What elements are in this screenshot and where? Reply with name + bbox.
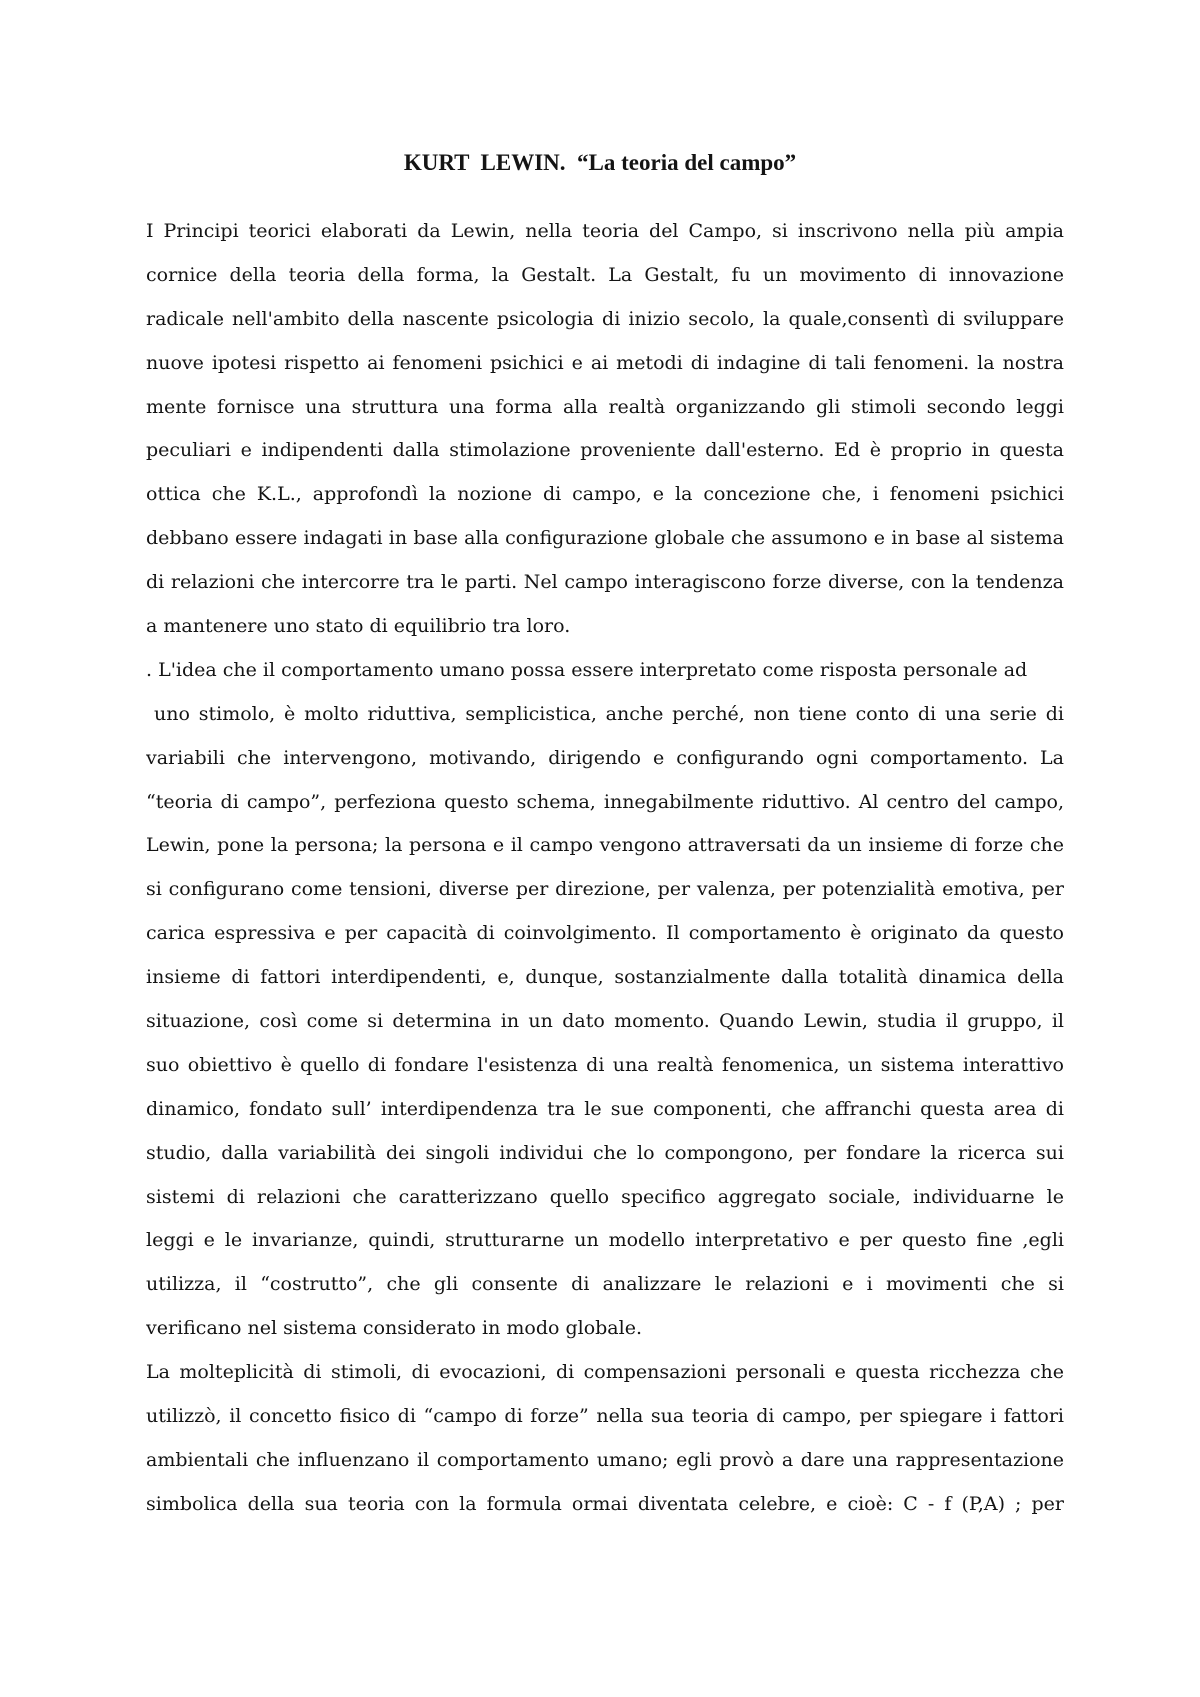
- text-line: variabili che intervengono, motivando, dirigendo e configurando ogni comportamento. La: [146, 746, 1064, 769]
- text-line: . L'idea che il comportamento umano possa essere interpretato come risposta personale ad: [146, 658, 1028, 681]
- text-line: insieme di fattori interdipendenti, e, dunque, sostanzialmente dalla totalità dinamica della: [146, 966, 1064, 989]
- text-line: nuove ipotesi rispetto ai fenomeni psichici e ai metodi di indagine di tali fenomeni. la nostra: [146, 351, 1064, 374]
- text-line: simbolica della sua teoria con la formula ormai diventata celebre, e cioè: C - f (P,A) ; per: [146, 1492, 1064, 1515]
- text-line: cornice della teoria della forma, la Gestalt. La Gestalt, fu un movimento di innovazione: [146, 263, 1064, 286]
- text-line: mente fornisce una struttura una forma alla realtà organizzando gli stimoli secondo leggi: [146, 395, 1064, 418]
- text-line: ambientali che influenzano il comportamento umano; egli provò a dare una rappresentazione: [146, 1448, 1064, 1471]
- text-line: sistemi di relazioni che caratterizzano quello specifico aggregato sociale, individuarne le: [146, 1185, 1064, 1208]
- document-body: [146, 216, 1064, 1533]
- text-line: La molteplicità di stimoli, di evocazioni, di compensazioni personali e questa ricchezza che: [146, 1361, 1064, 1384]
- text-line: I Principi teorici elaborati da Lewin, nella teoria del Campo, si inscrivono nella più ampia: [146, 220, 1064, 242]
- text-line: Lewin, pone la persona; la persona e il campo vengono attraversati da un insieme di forze che: [146, 834, 1064, 857]
- text-line: di relazioni che intercorre tra le parti. Nel campo interagiscono forze diverse, con la tendenza: [146, 571, 1064, 594]
- text-line: studio, dalla variabilità dei singoli individui che lo compongono, per fondare la ricerca sui: [146, 1141, 1064, 1164]
- text-line: peculiari e indipendenti dalla stimolazione proveniente dall'esterno. Ed è proprio in questa: [146, 439, 1064, 462]
- text-line: “teoria di campo”, perfeziona questo schema, innegabilmente riduttivo. Al centro del campo,: [146, 790, 1064, 813]
- document-title: KURT LEWIN. “La teoria del campo”: [403, 150, 797, 175]
- text-line: situazione, così come si determina in un dato momento. Quando Lewin, studia il gruppo, il: [146, 1010, 1064, 1033]
- text-line: si configurano come tensioni, diverse per direzione, per valenza, per potenzialità emotiva, per: [146, 878, 1064, 901]
- text-line: ottica che K.L., approfondì la nozione di campo, e la concezione che, i fenomeni psichici: [146, 483, 1064, 506]
- text-line: suo obiettivo è quello di fondare l'esistenza di una realtà fenomenica, un sistema interattivo: [146, 1053, 1064, 1076]
- text-line: debbano essere indagati in base alla configurazione globale che assumono e in base al sistema: [146, 527, 1064, 550]
- text-line: radicale nell'ambito della nascente psicologia di inizio secolo, la quale,consentì di sviluppare: [146, 307, 1064, 330]
- text-line: carica espressiva e per capacità di coinvolgimento. Il comportamento è originato da questo: [146, 922, 1064, 945]
- text-line: utilizza, il “costrutto”, che gli consente di analizzare le relazioni e i movimenti che si: [146, 1273, 1064, 1296]
- text-line: uno stimolo, è molto riduttiva, semplicistica, anche perché, non tiene conto di una serie di: [154, 702, 1064, 725]
- text-line: dinamico, fondato sull’ interdipendenza tra le sue componenti, che affranchi questa area di: [146, 1097, 1064, 1120]
- text-line: leggi e le invarianze, quindi, strutturarne un modello interpretativo e per questo fine ,egli: [146, 1229, 1064, 1252]
- text-line: utilizzò, il concetto fisico di “campo di forze” nella sua teoria di campo, per spiegare i fattori: [146, 1405, 1064, 1428]
- text-line: verificano nel sistema considerato in modo globale.: [146, 1317, 642, 1340]
- text-line: a mantenere uno stato di equilibrio tra loro.: [146, 615, 571, 638]
